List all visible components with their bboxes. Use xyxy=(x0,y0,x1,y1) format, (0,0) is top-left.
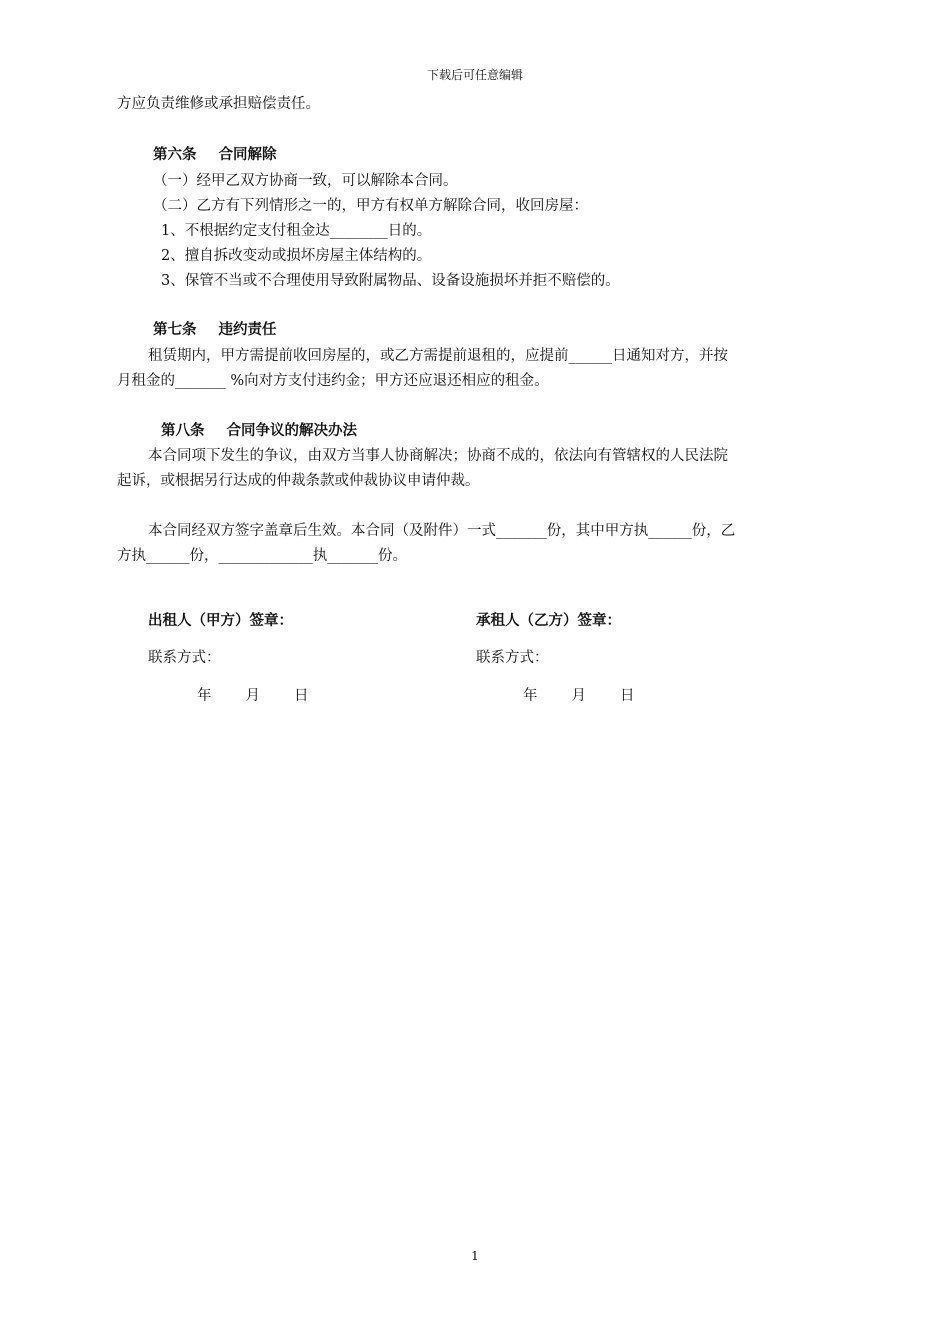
lessor-date xyxy=(197,686,343,706)
article-8-number: 第八条 xyxy=(161,422,205,439)
article-6-clause-1: （一）经甲乙双方协商一致，可以解除本合同。 xyxy=(153,173,458,189)
article-6-heading xyxy=(153,145,277,165)
lessor-date-day: 日 xyxy=(294,688,309,704)
article-6-item-1: 1、不根据约定支付租金达________日的。 xyxy=(161,223,432,239)
article-7-heading xyxy=(153,320,277,340)
article-8-title: 合同争议的解决办法 xyxy=(226,422,357,439)
article-6-number: 第六条 xyxy=(153,146,197,163)
article-6-clause-2: （二）乙方有下列情形之一的，甲方有权单方解除合同，收回房屋： xyxy=(153,198,588,214)
article-6-title: 合同解除 xyxy=(218,146,277,163)
article-8-line-1: 本合同项下发生的争议，由双方当事人协商解决；协商不成的，依法向有管辖权的人民法院 xyxy=(148,448,728,464)
article-7-line-1: 租赁期内，甲方需提前收回房屋的，或乙方需提前退租的，应提前______日通知对方，并按 xyxy=(148,348,728,364)
lessor-date-year: 年 xyxy=(197,688,212,704)
article-7-number: 第七条 xyxy=(153,321,197,338)
lessee-date-day: 日 xyxy=(620,688,635,704)
page-header: 下载后可任意编辑 xyxy=(426,68,523,82)
continuation-text: 方应负责维修或承担赔偿责任。 xyxy=(117,96,320,112)
lessor-contact-label: 联系方式： xyxy=(148,650,221,666)
effect-line-1: 本合同经双方签字盖章后生效。本合同（及附件）一式_______份，其中甲方执______份，乙 xyxy=(148,523,736,539)
article-7-line-2: 月租金的_______ %向对方支付违约金；甲方还应退还相应的租金。 xyxy=(117,373,549,389)
lessee-date-month: 月 xyxy=(571,688,586,704)
article-7-title: 违约责任 xyxy=(218,321,277,338)
effect-line-2: 方执______份，_____________执_______份。 xyxy=(117,548,407,564)
lessee-contact-label: 联系方式： xyxy=(476,650,549,666)
article-8-heading xyxy=(161,421,357,441)
article-6-item-2: 2、擅自拆改变动或损坏房屋主体结构的。 xyxy=(161,248,432,264)
lessor-date-month: 月 xyxy=(245,688,260,704)
lessee-date-year: 年 xyxy=(523,688,538,704)
lessee-signature-label: 承租人（乙方）签章： xyxy=(476,612,621,629)
lessor-signature-label: 出租人（甲方）签章： xyxy=(148,612,293,629)
page-number: 1 xyxy=(471,1249,479,1263)
article-6-item-3: 3、保管不当或不合理使用导致附属物品、设备设施损坏并拒不赔偿的。 xyxy=(161,273,620,289)
article-8-line-2: 起诉，或根据另行达成的仲裁条款或仲裁协议申请仲裁。 xyxy=(117,473,480,489)
lessee-date xyxy=(523,686,669,706)
